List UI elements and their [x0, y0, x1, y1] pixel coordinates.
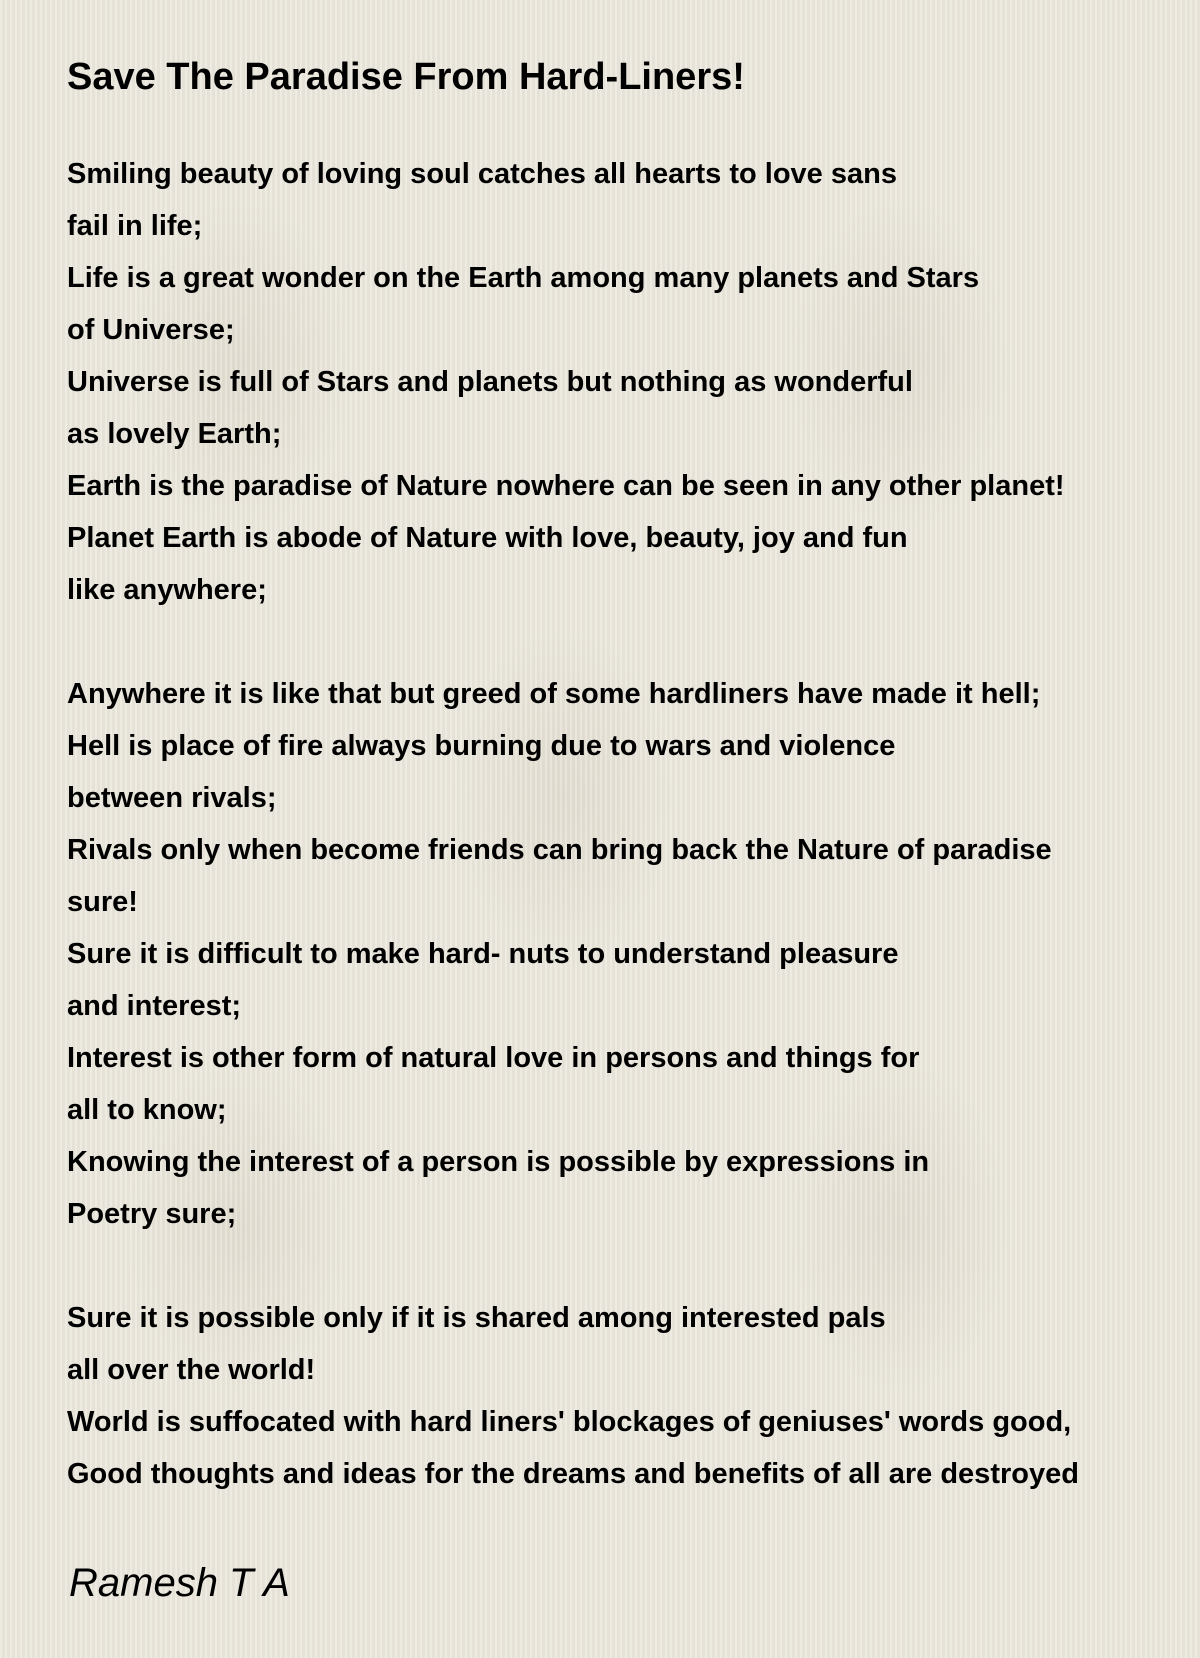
poem-line: Anywhere it is like that but greed of some hardliners have made it hell;	[67, 678, 1041, 710]
poem-line: all over the world!	[67, 1354, 316, 1386]
stanza-1	[67, 148, 1200, 616]
poem-line: Poetry sure;	[67, 1198, 237, 1230]
poem-line: Universe is full of Stars and planets but nothing as wonderful	[67, 366, 913, 398]
poem-line: and interest;	[67, 990, 242, 1022]
poem-line: Sure it is possible only if it is shared among interested pals	[67, 1302, 886, 1334]
poem-line: Good thoughts and ideas for the dreams and benefits of all are destroyed	[67, 1458, 1079, 1490]
poem-line: Life is a great wonder on the Earth among many planets and Stars	[67, 262, 980, 294]
poem-line: like anywhere;	[67, 574, 267, 606]
poem-line: between rivals;	[67, 782, 277, 814]
poem-line: as lovely Earth;	[67, 418, 282, 450]
poem-line: World is suffocated with hard liners' blockages of geniuses' words good,	[67, 1406, 1072, 1438]
poem-line: Sure it is difficult to make hard- nuts to understand pleasure	[67, 938, 899, 970]
poem-line: sure!	[67, 886, 138, 918]
poem-line: Knowing the interest of a person is possible by expressions in	[67, 1146, 930, 1178]
poem-title: Save The Paradise From Hard-Liners!	[67, 56, 745, 98]
poem-line: all to know;	[67, 1094, 227, 1126]
poem-author: Ramesh T A	[69, 1561, 290, 1605]
poem-line: Smiling beauty of loving soul catches all hearts to love sans	[67, 158, 897, 190]
poem-line: Rivals only when become friends can bring back the Nature of paradise	[67, 834, 1052, 866]
poem-line: Earth is the paradise of Nature nowhere can be seen in any other planet!	[67, 470, 1065, 502]
stanza-3	[67, 1292, 1200, 1500]
poem-line: fail in life;	[67, 210, 203, 242]
poem-body	[67, 148, 1200, 1500]
poem-line: Interest is other form of natural love in persons and things for	[67, 1042, 920, 1074]
stanza-2	[67, 668, 1200, 1240]
poem-line: Planet Earth is abode of Nature with love, beauty, joy and fun	[67, 522, 908, 554]
poem-line: of Universe;	[67, 314, 235, 346]
poem-line: Hell is place of fire always burning due to wars and violence	[67, 730, 896, 762]
